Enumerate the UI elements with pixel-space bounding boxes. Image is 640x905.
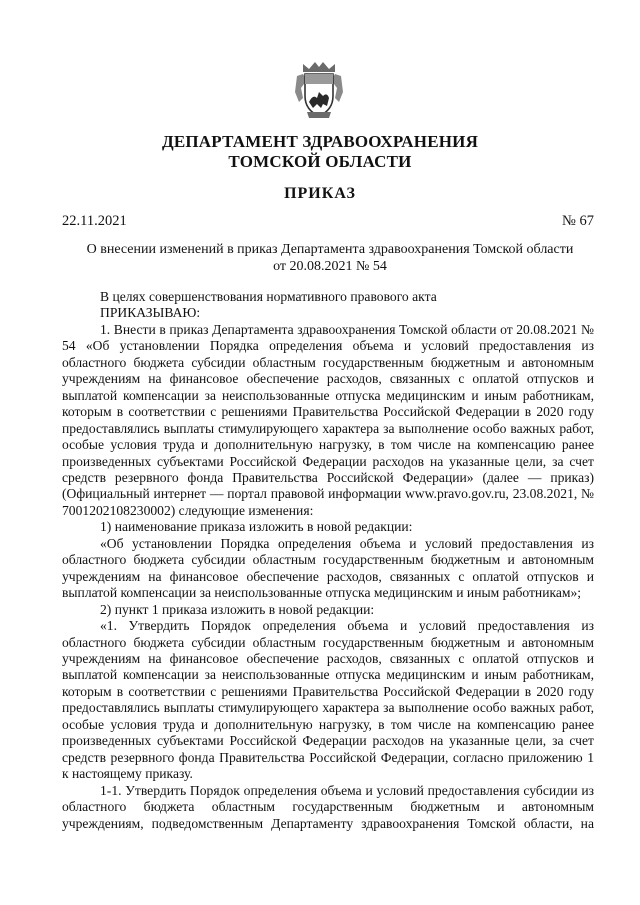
- paragraph-1-item-1: 1) наименование приказа изложить в новой редакции:: [100, 519, 413, 535]
- document-type: ПРИКАЗ: [284, 185, 356, 202]
- order-subject-line2: от 20.08.2021 № 54: [273, 259, 387, 274]
- order-date: 22.11.2021: [62, 213, 127, 229]
- paragraph-1-item-2: 2) пункт 1 приказа изложить в новой редакции:: [100, 601, 375, 617]
- order-keyword: ПРИКАЗЫВАЮ:: [100, 305, 201, 321]
- order-body: [62, 289, 594, 832]
- org-name-line2: ТОМСКОЙ ОБЛАСТИ: [228, 152, 412, 171]
- org-name-line1: ДЕПАРТАМЕНТ ЗДРАВООХРАНЕНИЯ: [161, 132, 479, 151]
- order-subject-line1: О внесении изменений в приказ Департамента здравоохранения Томской области: [86, 242, 574, 257]
- paragraph-1-item-1-text: «Об установлении Порядка определения объема и условий предоставления из областного бюджета субсидии областным государственным бюджетным и автономным учреждениям на финансовое обеспечение расходов, связанных с оплатой отпусков и выплатой компенсации за неиспользованные отпуска медицинским и иным работникам»;: [62, 535, 594, 601]
- paragraph-1-1: 1-1. Утвердить Порядок определения объема и условий предоставления субсидии из областного бюджета областным государственным бюджетным и автономным учреждениям, подведомственным Департаменту здравоохранения Томской области, на: [62, 782, 594, 831]
- paragraph-1: 1. Внести в приказ Департамента здравоохранения Томской области от 20.08.2021 № 54 «Об установлении Порядка определения объема и условий предоставления из областного бюджета субсидии областным государственным бюджетным и автономным учреждениям на финансовое обеспечение расходов, связанных с оплатой отпусков и выплатой компенсации за неиспользованные отпуска медицинским и иным работникам, которым в соответствии с решениями Правительства Российской Федерации в 2020 году предоставлялись выплаты стимулирующего характера за выполнение особо важных работ, особые условия труда и дополнительную нагрузку, в том числе на компенсацию ранее произведенных субъектами Российской Федерации расходов на указанные цели, за счет средств резервного фонда Правительства Российской Федерации» (далее — приказ) (Официальный интернет — портал правовой информации www.pravo.gov.ru, 23.08.2021, № 7001202108230002) следующие изменения:: [62, 321, 594, 518]
- paragraph-1-item-2-text: «1. Утвердить Порядок определения объема и условий предоставления из областного бюджета субсидии областным государственным бюджетным и автономным учреждениям на финансовое обеспечение расходов, связанных с оплатой отпусков и выплатой компенсации за неиспользованные отпуска медицинским и иным работникам, которым в соответствии с решениями Правительства Российской Федерации в 2020 году предоставлялись выплаты стимулирующего характера за выполнение особо важных работ, особые условия труда и дополнительную нагрузку, в том числе на компенсацию ранее произведенных субъектами Российской Федерации расходов на указанные цели, за счет средств резервного фонда Правительства Российской Федерации, согласно приложению 1 к настоящему приказу.: [62, 618, 594, 782]
- preamble: В целях совершенствования нормативного правового акта: [100, 289, 437, 304]
- tomsk-region-coat-of-arms-icon: [293, 58, 345, 120]
- order-number: № 67: [562, 213, 594, 229]
